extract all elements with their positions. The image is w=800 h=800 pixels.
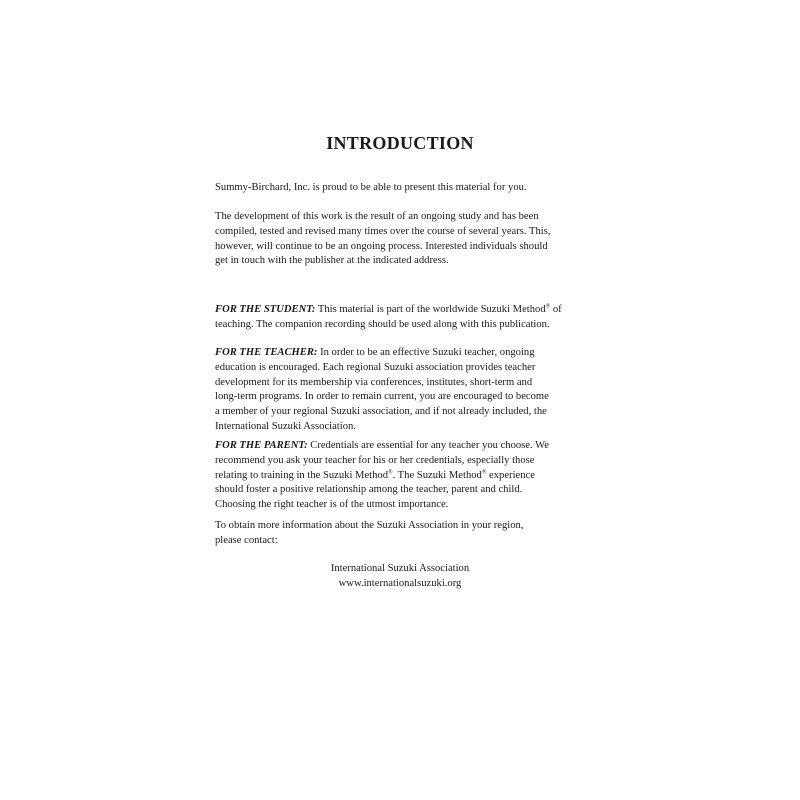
text-line: The development of this work is the result of an ongoing study and has been: [215, 211, 539, 222]
text-line: International Suzuki Association.: [215, 420, 356, 432]
text-line: development for its membership via conferences, institutes, short-term and: [215, 376, 533, 388]
text-line: [215, 439, 595, 454]
student-paragraph: [215, 303, 595, 333]
contact-website[interactable]: www.internationalsuzuki.org: [338, 577, 462, 589]
page-title: INTRODUCTION: [326, 133, 474, 153]
student-line-1-tail: of: [550, 304, 562, 315]
text-line: [215, 346, 595, 361]
text-line: To obtain more information about the Suzuki Association in your region,: [215, 520, 524, 531]
teacher-lead: FOR THE TEACHER:: [215, 347, 318, 358]
text-line: compiled, tested and revised many times over the course of several years. This,: [215, 225, 551, 237]
text-line: education is encouraged. Each regional Suzuki association provides teacher: [215, 361, 536, 373]
registered-mark: ®: [388, 469, 393, 476]
intro-paragraph-2: [215, 210, 595, 269]
text-line: recommend you ask your teacher for his or her credentials, especially those: [215, 454, 535, 466]
parent-line-3c: experience: [486, 469, 535, 481]
intro-paragraph-1: [215, 181, 595, 196]
contact-name: International Suzuki Association: [330, 563, 470, 574]
registered-mark: ®: [545, 303, 551, 310]
text-line: long-term programs. In order to remain current, you are encouraged to become: [215, 391, 549, 403]
contact-block: [0, 562, 800, 592]
student-line-1: This material is part of the worldwide Suzuki Method: [315, 304, 546, 315]
text-line: should foster a positive relationship among the teacher, parent and child.: [215, 484, 523, 496]
parent-line-3b: . The Suzuki Method: [392, 469, 482, 481]
teacher-paragraph: [215, 346, 595, 435]
text-line: teaching. The companion recording should be used along with this publication.: [215, 318, 550, 330]
text-line: get in touch with the publisher at the indicated address.: [215, 255, 449, 267]
more-info-paragraph: [215, 519, 595, 549]
text-line: [215, 469, 595, 484]
text-line: [215, 303, 595, 318]
text-line: Summy-Birchard, Inc. is proud to be able to present this material for you.: [215, 182, 527, 193]
parent-line-3a: relating to training in the Suzuki Method: [215, 469, 389, 481]
parent-paragraph: [215, 439, 595, 513]
text-line: Choosing the right teacher is of the utmost importance.: [215, 499, 449, 511]
text-line: please contact:: [215, 534, 278, 546]
text-line: a member of your regional Suzuki association, and if not already included, the: [215, 406, 547, 418]
parent-line-1: Credentials are essential for any teacher you choose. We: [307, 440, 549, 451]
student-lead: FOR THE STUDENT:: [215, 304, 316, 315]
teacher-line-1: In order to be an effective Suzuki teacher, ongoing: [317, 347, 535, 358]
registered-mark: ®: [481, 469, 487, 476]
parent-lead: FOR THE PARENT:: [215, 440, 308, 451]
text-line: however, will continue to be an ongoing process. Interested individuals should: [215, 240, 548, 252]
